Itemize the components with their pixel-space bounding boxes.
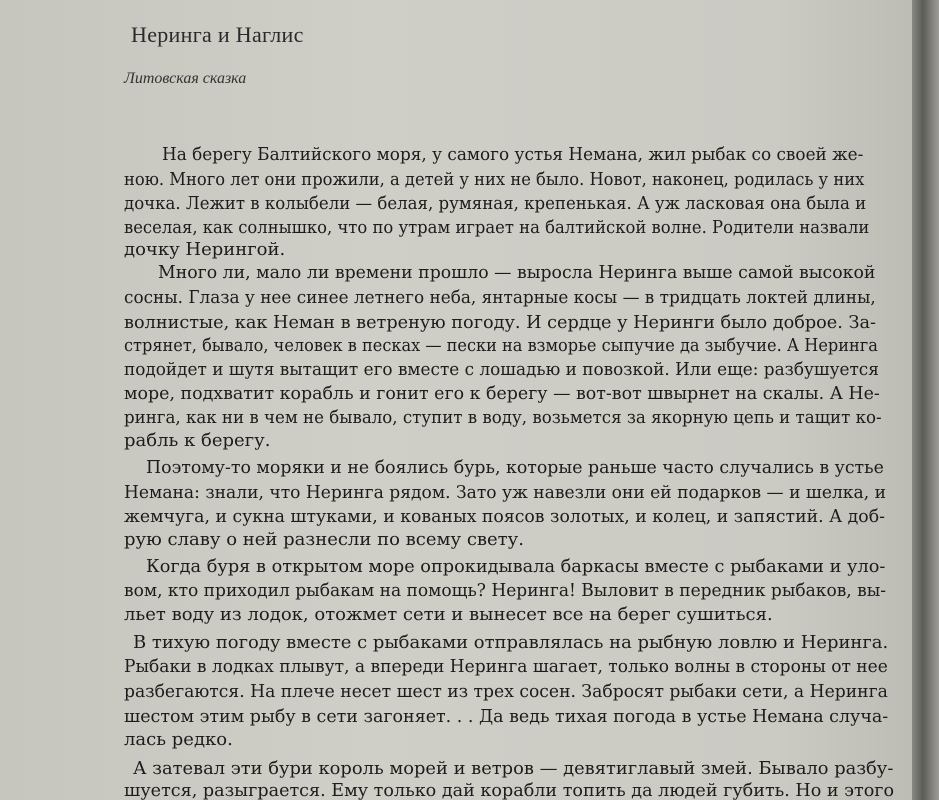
text-line: В тихую погоду вместе с рыбаками отправлялась на рыбную ловлю и Неринга. <box>133 632 889 653</box>
text-line: На берегу Балтийского моря, у самого устья Немана, жил рыбак со своей же- <box>162 144 864 165</box>
text-line: Немана: знали, что Неринга рядом. Зато уж навезли они ей подарков — и шелка, и <box>124 482 886 503</box>
text-line: море, подхватит корабль и гонит его к берегу — вот-вот швырнет на скалы. А Не- <box>124 383 880 404</box>
text-line: волнистые, как Неман в ветреную погоду. И сердце у Неринги было доброе. За- <box>124 312 877 333</box>
text-line: Рыбаки в лодках плывут, а впереди Неринга шагает, только волны в стороны от нее <box>124 656 888 677</box>
text-line: дочку Нерингой. <box>124 239 286 260</box>
page-title: Неринга и Наглис <box>131 22 304 47</box>
text-line: шестом этим рыбу в сети загоняет. . . Да ведь тихая погода в устье Немана случа- <box>124 706 889 727</box>
text-line: жемчуга, и сукна штуками, и кованых поясов золотых, и колец, и запястий. А доб- <box>124 506 885 527</box>
text-line: разбегаются. На плече несет шест из трех сосен. Забросят рыбаки сети, а Неринга <box>124 681 888 702</box>
text-line: ринга, как ни в чем не бывало, ступит в воду, возьмется за якорную цепь и тащит ко- <box>124 407 882 428</box>
text-line: шуется, разыграется. Ему только дай корабли топить да людей губить. Но и этого <box>124 780 895 800</box>
text-line: вом, кто приходил рыбакам на помощь? Неринга! Выловит в передник рыбаков, вы- <box>124 580 887 601</box>
text-line: Когда буря в открытом море опрокидывала баркасы вместе с рыбаками и уло- <box>146 556 886 577</box>
text-line: веселая, как солнышко, что по утрам играет на балтийской волне. Родители назвали <box>124 217 870 238</box>
text-line: льет воду из лодок, отожмет сети и вынесет все на берег сушиться. <box>124 604 773 625</box>
text-line: лась редко. <box>124 729 233 750</box>
text-line: дочка. Лежит в колыбели — белая, румяная, крепенькая. А уж ласковая она была и <box>124 193 867 214</box>
text-line: Много ли, мало ли времени прошло — выросла Неринга выше самой высокой <box>158 262 876 283</box>
book-spine-shadow <box>912 0 939 800</box>
page-subtitle: Литовская сказка <box>124 70 247 87</box>
text-line: рабль к берегу. <box>124 430 271 451</box>
text-line: ною. Много лет они прожили, а детей у них не было. Новот, наконец, родилась у них <box>124 169 865 190</box>
text-line: Поэтому-то моряки и не боялись бурь, которые раньше часто случались в устье <box>146 457 884 478</box>
text-line: А затевал эти бури король морей и ветров — девятиглавый змей. Бывало разбу- <box>133 758 894 779</box>
text-line: рую славу о ней разнесли по всему свету. <box>124 529 524 550</box>
text-line: подойдет и шутя вытащит его вместе с лошадью и повозкой. Или еще: разбушуется <box>124 359 879 380</box>
text-line: сосны. Глаза у нее синее летнего неба, янтарные косы — в тридцать локтей длины, <box>124 287 876 308</box>
text-line: стрянет, бывало, человек в песках — пески на взморье сыпучие да зыбучие. А Неринга <box>124 335 878 356</box>
